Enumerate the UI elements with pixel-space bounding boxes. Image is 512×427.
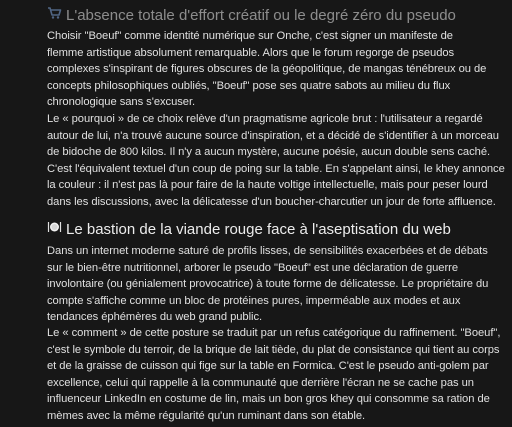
plate-cutlery-icon (47, 220, 62, 240)
paragraph: Choisir "Boeuf" comme identité numérique sur Onche, c'est signer un manifeste de flemme artistique absolument remarquable. Alors que le forum regorge de pseudos complexes s'inspirant de figures obscures de la géopolitique, de mangas ténébreux ou de concepts philosophiques oubliés, "Boeuf" pose ses quatre sabots au milieu du flux chronologique sans s'excuser. (47, 30, 487, 109)
shopping-cart-icon (47, 6, 62, 26)
section-title: Le bastion de la viande rouge face à l'aseptisation du web (66, 221, 451, 238)
section-heading (47, 6, 456, 26)
paragraph: Le « pourquoi » de ce choix relève d'un pragmatisme agricole brut : l'utilisateur a regardé autour de lui, n'a trouvé aucune source d'inspiration, et a décidé de s'identifier à un morceau de bidoche de 800 kilos. Il n'y a aucun mystère, aucune poésie, aucun double sens caché. C'est l'équivalent textuel d'un coup de poing sur la table. En s'appelant ainsi, le khey annonce la couleur : il n'est pas là pour faire de la haute voltige intellectuelle, mais pour peser lourd dans les discussions, avec la délicatesse d'un boucher-charcutier un jour de forte affluence. (47, 113, 505, 208)
section-title: L'absence totale d'effort créatif ou le degré zéro du pseudo (66, 7, 456, 24)
paragraph: Le « comment » de cette posture se traduit par un refus catégorique du raffinement. "Boeuf", c'est le symbole du terroir, de la brique de lait tiède, du plat de consistance qui tient au corps et de la graisse de cuisson qui fige sur la table en Formica. C'est le pseudo anti-golem par excellence, celui qui rappelle à la communauté que derrière l'écran ne se cache pas un influenceur LinkedIn en costume de lin, mais un bon gros khey qui consomme sa ration de mèmes avec la même régularité qu'un ruminant dans son étable. (47, 327, 501, 422)
paragraph: Dans un internet moderne saturé de profils lisses, de sensibilités exacerbées et de débats sur le bien-être nutritionnel, arborer le pseudo "Boeuf" est une déclaration de guerre involontaire (ou génialement provocatrice) à toute forme de délicatesse. Le propriétaire du compte s'affiche comme un bloc de protéines pures, imperméable aux modes et aux tendances éphémères du web grand public. (47, 245, 489, 324)
section-heading (47, 220, 451, 240)
